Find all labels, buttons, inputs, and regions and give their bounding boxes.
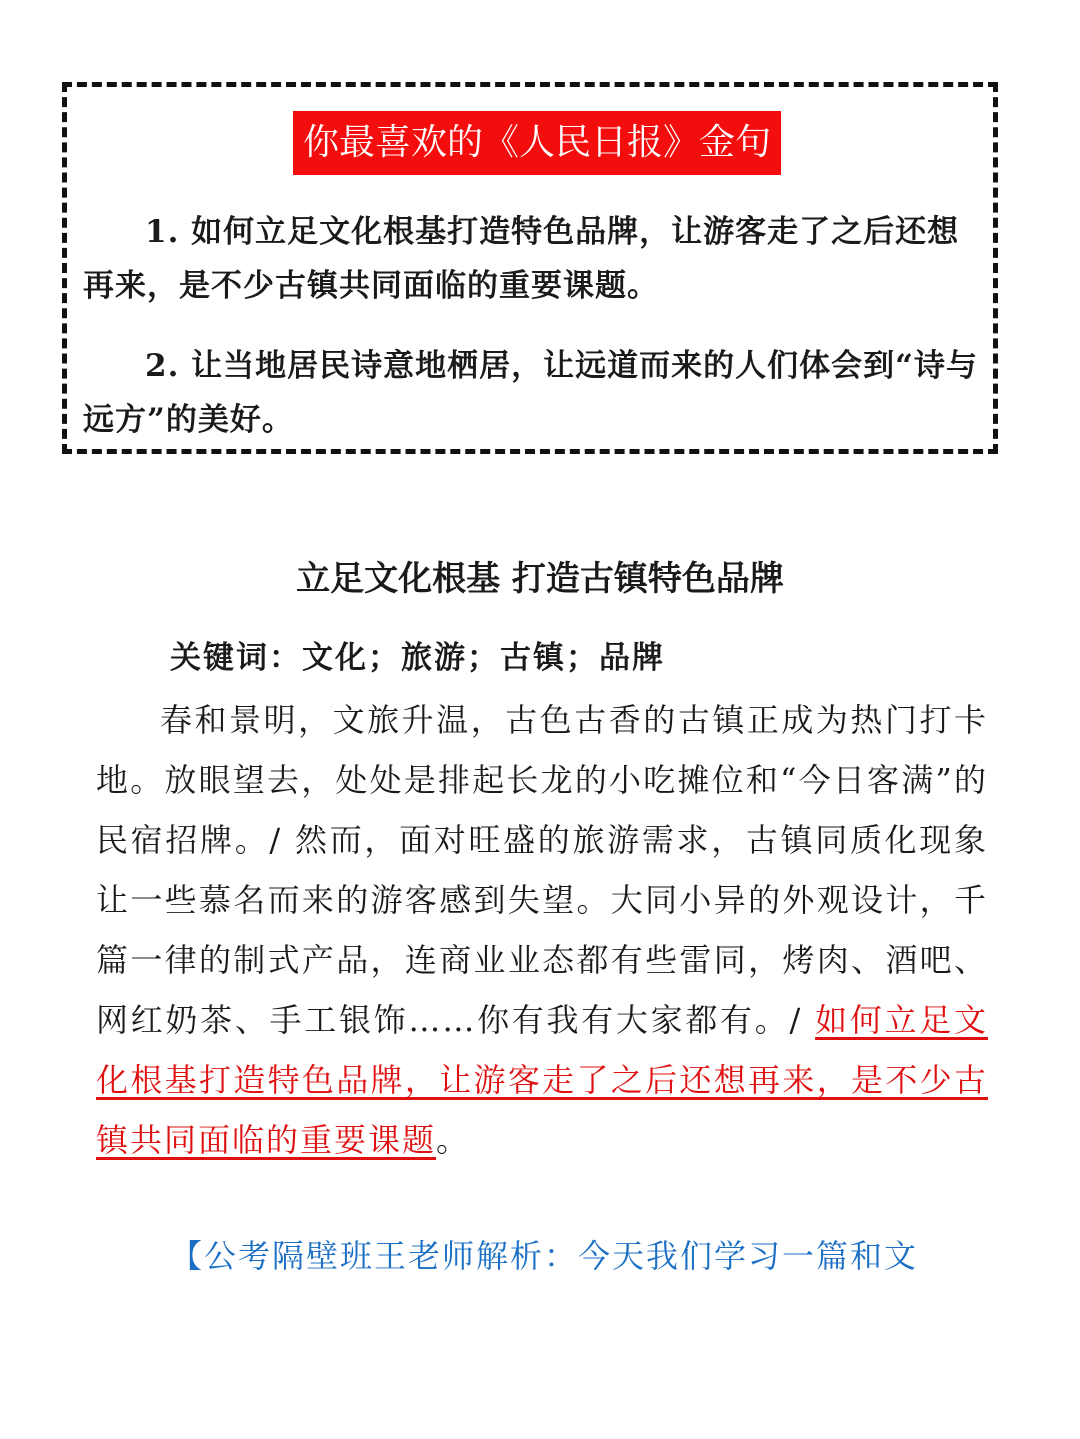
paragraph-end: 。 <box>436 1121 471 1159</box>
golden-quotes-box <box>62 82 998 454</box>
article-paragraph <box>96 690 988 1170</box>
article-keywords: 关键词：文化；旅游；古镇；品牌 <box>170 640 665 676</box>
highlighted-sentence: 如何立足文化根基打造特色品牌，让游客走了之后还想再来，是不少古镇共同面临的重要课题 <box>96 1001 988 1159</box>
quote-item-2: 2. 让当地居民诗意地栖居，让远道而来的人们体会到“诗与远方”的美好。 <box>83 348 978 438</box>
teacher-analysis: 【公考隔壁班王老师解析：今天我们学习一篇和文 <box>170 1237 919 1275</box>
paragraph-text: 春和景明，文旅升温，古色古香的古镇正成为热门打卡地。放眼望去，处处是排起长龙的小吃摊位和“今日客满”的民宿招牌。/ 然而，面对旺盛的旅游需求，古镇同质化现象让一些慕名而来的游客感到失望。大同小异的外观设计，千篇一律的制式产品，连商业业态都有些雷同，烤肉、酒吧、网红奶茶、手工银饰……你有我有大家都有。/ <box>96 701 988 1039</box>
article-title: 立足文化根基 打造古镇特色品牌 <box>296 559 784 599</box>
quote-item-1: 1. 如何立足文化根基打造特色品牌，让游客走了之后还想再来，是不少古镇共同面临的重要课题。 <box>83 214 960 304</box>
quotes-title: 你最喜欢的《人民日报》金句 <box>293 111 781 175</box>
